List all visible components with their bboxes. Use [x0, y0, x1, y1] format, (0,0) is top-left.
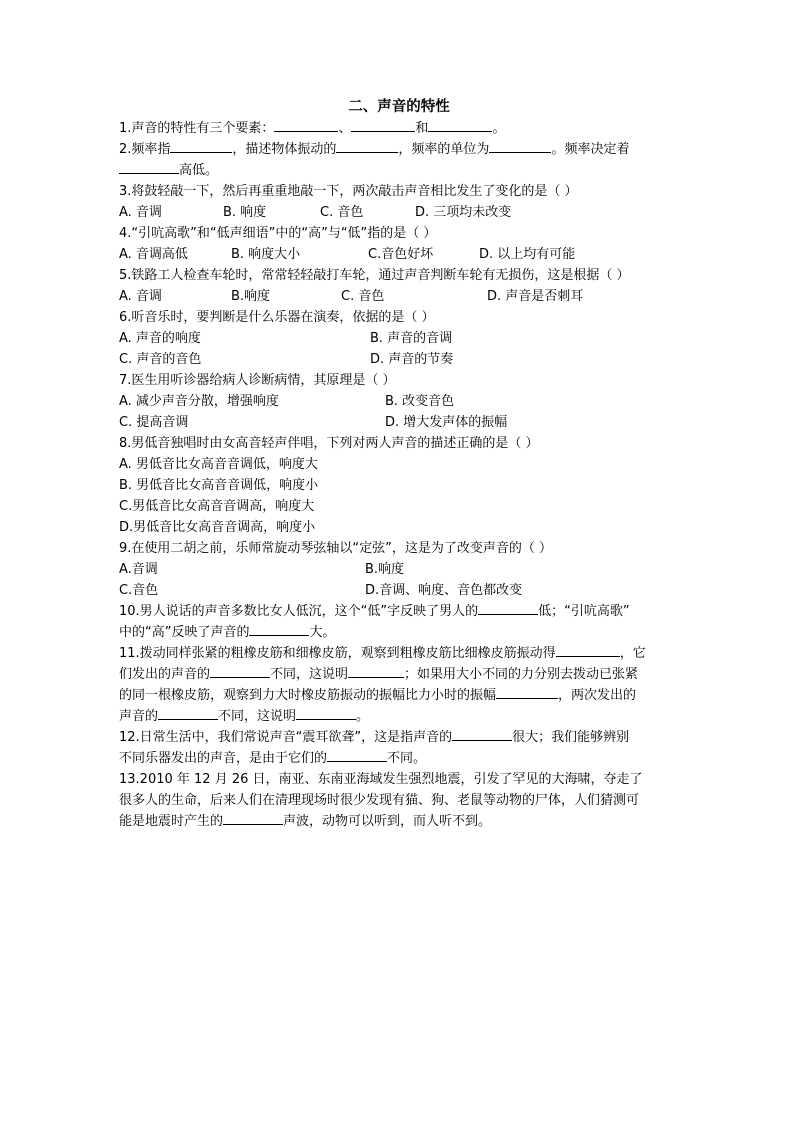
option-a[interactable]: A.音调	[119, 562, 158, 577]
question-6-options-row-2	[119, 349, 679, 370]
question-6-options-row-1	[119, 328, 679, 349]
option-d[interactable]: D. 增大发声体的振幅	[385, 415, 508, 430]
option-d[interactable]: D. 以上均有可能	[479, 247, 576, 262]
question-7-stem: 7.医生用听诊器给病人诊断病情，其原理是（ ）	[119, 373, 396, 388]
option-b[interactable]: B. 男低音比女高音音调低，响度小	[119, 478, 319, 493]
option-c[interactable]: C.音色好坏	[368, 247, 434, 262]
option-a[interactable]: A. 音调	[119, 289, 162, 304]
question-2-line-2	[119, 160, 679, 181]
answer-blank[interactable]	[489, 139, 551, 153]
question-8-stem: 8.男低音独唱时由女高音轻声伴唱，下列对两人声音的描述正确的是（ ）	[119, 436, 539, 451]
question-9-options-row-1	[119, 559, 679, 580]
question-text: 12.日常生活中，我们常说声音“震耳欲聋”，这是指声音的	[119, 730, 453, 745]
option-d[interactable]: D.男低音比女高音音调高，响度小	[119, 520, 316, 535]
question-5-stem: 5.铁路工人检查车轮时，常常轻轻敲打车轮，通过声音判断车轮有无损伤，这是根据（ ）	[119, 268, 630, 283]
option-d[interactable]: D.音调、响度、音色都改变	[365, 583, 523, 598]
question-13-line-3	[119, 811, 679, 832]
option-d[interactable]: D. 声音的节奏	[370, 352, 454, 367]
option-a[interactable]: A. 音调	[119, 205, 162, 220]
question-text: 。	[492, 121, 506, 136]
question-text: 声波，动物可以听到，而人听不到。	[283, 814, 492, 829]
question-13-line-2: 很多人的生命，后来人们在清理现场时很少发现有猫、狗、老鼠等动物的尸体，人们猜测可	[119, 793, 640, 808]
option-c[interactable]: C. 声音的音色	[119, 352, 202, 367]
answer-blank[interactable]	[351, 118, 415, 132]
question-text: 能是地震时产生的	[119, 814, 224, 829]
answer-blank[interactable]	[348, 664, 404, 678]
answer-blank[interactable]	[223, 811, 283, 825]
option-b[interactable]: B. 声音的音调	[370, 331, 453, 346]
answer-blank[interactable]	[556, 643, 620, 657]
question-text: 低；“引吭高歌”	[538, 604, 630, 619]
question-text: ；如果用大小不同的力分别去拨动已张紧	[404, 667, 639, 682]
question-10-line-1	[119, 601, 679, 622]
question-text: 不同。	[387, 751, 427, 766]
question-text: 不同，这说明	[270, 667, 349, 682]
answer-blank[interactable]	[119, 160, 179, 174]
question-text: 。频率决定着	[551, 142, 630, 157]
question-13-line-1: 13.2010 年 12 月 26 日，南亚、东南亚海域发生强烈地震，引发了罕见的大海啸，夺走了	[119, 772, 643, 787]
question-text: ，它	[619, 646, 646, 661]
question-text: 10.男人说话的声音多数比女人低沉，这个“低”字反映了男人的	[119, 604, 479, 619]
question-10-line-2	[119, 622, 679, 643]
option-c[interactable]: C. 提高音调	[119, 415, 189, 430]
question-text: 2.频率指	[119, 142, 171, 157]
answer-blank[interactable]	[428, 118, 492, 132]
question-text: 不同，这说明	[218, 709, 297, 724]
option-c[interactable]: C.男低音比女高音音调高，响度大	[119, 499, 315, 514]
answer-blank[interactable]	[496, 685, 558, 699]
option-a[interactable]: A. 音调高低	[119, 247, 188, 262]
option-b[interactable]: B. 响度	[223, 205, 267, 220]
option-b[interactable]: B.响度	[365, 562, 405, 577]
question-3-options	[119, 202, 679, 223]
question-text: ，描述物体振动的	[232, 142, 337, 157]
question-text: 11.拨动同样张紧的粗橡皮筋和细橡皮筋，观察到粗橡皮筋比细橡皮筋振动得	[119, 646, 556, 661]
question-text: 1.声音的特性有三个要素：	[119, 121, 275, 136]
question-12-line-1	[119, 727, 679, 748]
answer-blank[interactable]	[249, 622, 309, 636]
question-text: 和	[415, 121, 429, 136]
question-11-line-2	[119, 664, 679, 685]
question-3-stem: 3.将鼓轻敲一下，然后再重重地敲一下，两次敲击声音相比发生了变化的是（ ）	[119, 184, 578, 199]
question-text: 不同乐器发出的声音，是由于它们的	[119, 751, 328, 766]
question-text: 、	[338, 121, 352, 136]
question-text: ，两次发出的	[558, 688, 637, 703]
option-d[interactable]: D. 声音是否刺耳	[487, 289, 584, 304]
question-text: 高低。	[179, 163, 219, 178]
answer-blank[interactable]	[296, 706, 356, 720]
question-text: 的同一根橡皮筋，观察到力大时橡皮筋振动的振幅比力小时的振幅	[119, 688, 497, 703]
question-4-stem: 4.“引吭高歌”和“低声细语”中的“高”与“低”指的是（ ）	[119, 226, 437, 241]
question-1	[119, 118, 679, 139]
option-b[interactable]: B.响度	[231, 289, 271, 304]
question-text: 声音的	[119, 709, 159, 724]
answer-blank[interactable]	[170, 139, 232, 153]
answer-blank[interactable]	[478, 601, 538, 615]
option-a[interactable]: A. 声音的响度	[119, 331, 201, 346]
question-6-stem: 6.听音乐时，要判断是什么乐器在演奏，依据的是（ ）	[119, 310, 435, 325]
answer-blank[interactable]	[274, 118, 338, 132]
question-text: 很大；我们能够辨别	[512, 730, 630, 745]
question-11-line-4	[119, 706, 679, 727]
worksheet	[119, 96, 679, 832]
question-9-stem: 9.在使用二胡之前，乐师常旋动琴弦轴以“定弦”，这是为了改变声音的（ ）	[119, 541, 553, 556]
question-2-line-1	[119, 139, 679, 160]
question-text: 大。	[309, 625, 336, 640]
question-text: 中的“高”反映了声音的	[119, 625, 250, 640]
option-a[interactable]: A. 减少声音分散，增强响度	[119, 394, 279, 409]
question-7-options-row-1	[119, 391, 679, 412]
question-12-line-2	[119, 748, 679, 769]
answer-blank[interactable]	[158, 706, 218, 720]
option-a[interactable]: A. 男低音比女高音音调低，响度大	[119, 457, 318, 472]
option-b[interactable]: B. 改变音色	[385, 394, 455, 409]
option-c[interactable]: C. 音色	[341, 289, 385, 304]
option-b[interactable]: B. 响度大小	[231, 247, 301, 262]
page-title: 二、声音的特性	[348, 99, 450, 115]
answer-blank[interactable]	[210, 664, 270, 678]
question-5-options	[119, 286, 679, 307]
question-11-line-3	[119, 685, 679, 706]
option-c[interactable]: C. 音色	[320, 205, 364, 220]
answer-blank[interactable]	[327, 748, 387, 762]
question-9-options-row-2	[119, 580, 679, 601]
question-11-line-1	[119, 643, 679, 664]
option-d[interactable]: D. 三项均未改变	[415, 205, 512, 220]
question-7-options-row-2	[119, 412, 679, 433]
question-4-options	[119, 244, 679, 265]
question-text: 。	[356, 709, 370, 724]
option-c[interactable]: C.音色	[119, 583, 159, 598]
question-text: ，频率的单位为	[398, 142, 490, 157]
answer-blank[interactable]	[336, 139, 398, 153]
answer-blank[interactable]	[452, 727, 512, 741]
question-text: 们发出的声音的	[119, 667, 211, 682]
